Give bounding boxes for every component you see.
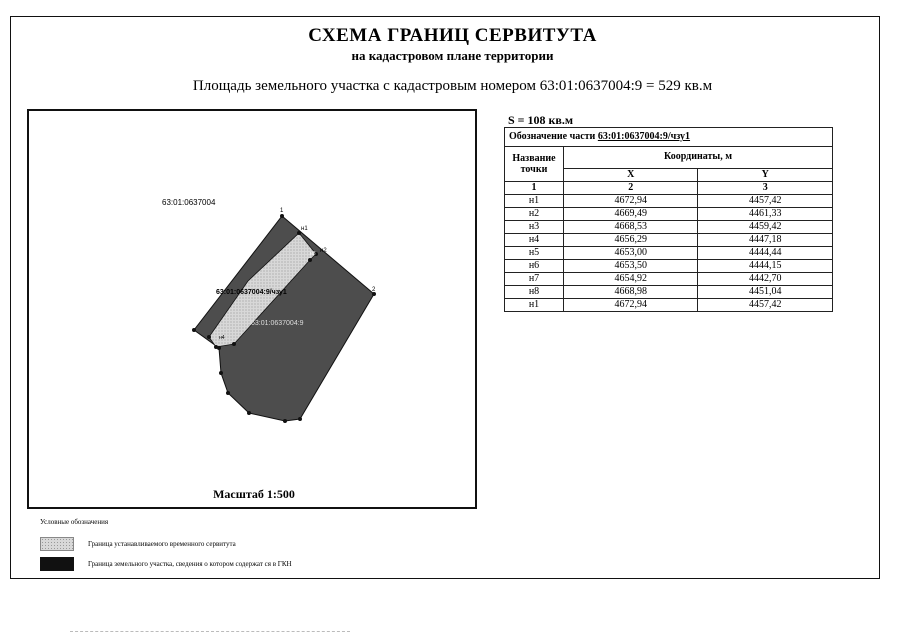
column-number-1: 1	[505, 182, 564, 195]
cell-name: н3	[505, 221, 564, 234]
cell-x: 4668,53	[564, 221, 698, 234]
parcel-label: 63:01:0637004:9	[251, 320, 304, 327]
cell-name: н4	[505, 234, 564, 247]
column-number-2: 2	[564, 182, 698, 195]
cell-y: 4457,42	[698, 299, 833, 312]
quarter-label: 63:01:0637004	[162, 198, 216, 207]
footer-rule	[70, 631, 350, 632]
cell-y: 4457,42	[698, 195, 833, 208]
cell-x: 4672,94	[564, 299, 698, 312]
point-label-1: 1	[280, 208, 284, 214]
cell-x: 4656,29	[564, 234, 698, 247]
legend-parcel-text: Граница земельного участка, сведения о котором содержат ся в ГКН	[88, 560, 292, 568]
document-title: СХЕМА ГРАНИЦ СЕРВИТУТА	[308, 25, 597, 46]
table-row	[505, 195, 833, 208]
cell-y: 4442,70	[698, 273, 833, 286]
cell-name: н6	[505, 260, 564, 273]
cell-y: 4459,42	[698, 221, 833, 234]
point-label-n3: н3	[310, 251, 316, 257]
cell-y: 4451,04	[698, 286, 833, 299]
coordinates-table	[504, 127, 833, 312]
coordinate-rows	[505, 195, 833, 312]
table-row	[505, 260, 833, 273]
cadastral-map-drawing	[29, 111, 474, 506]
column-number-3: 3	[698, 182, 833, 195]
point-label-n2: н2	[320, 248, 327, 254]
cell-name: н8	[505, 286, 564, 299]
legend-servitude-text: Граница устанавливаемого временного сервитута	[88, 540, 236, 548]
cell-y: 4461,33	[698, 208, 833, 221]
servitude-label: 63:01:0637004:9/чзу1	[216, 289, 287, 296]
cell-name: н7	[505, 273, 564, 286]
y-header: Y	[698, 168, 833, 181]
table-row	[505, 247, 833, 260]
table-row	[505, 221, 833, 234]
cell-x: 4654,92	[564, 273, 698, 286]
cell-x: 4672,94	[564, 195, 698, 208]
table-row	[505, 286, 833, 299]
servitude-area-value: S = 108 кв.м	[508, 113, 574, 127]
point-label-n1: н1	[301, 226, 308, 232]
legend-parcel-swatch	[40, 557, 74, 571]
document-subtitle: на кадастровом плане территории	[351, 48, 554, 63]
parcel-area-line: Площадь земельного участка с кадастровым номером 63:01:0637004:9 = 529 кв.м	[192, 78, 713, 94]
designation-cell	[505, 128, 833, 147]
legend-servitude-swatch	[40, 537, 74, 551]
map-scale: Масштаб 1:500	[213, 487, 295, 501]
cell-y: 4444,44	[698, 247, 833, 260]
point-name-header: Название точки	[505, 147, 564, 182]
cell-name: н2	[505, 208, 564, 221]
cell-name: н1	[505, 299, 564, 312]
table-row	[505, 299, 833, 312]
cell-x: 4668,98	[564, 286, 698, 299]
cell-y: 4447,18	[698, 234, 833, 247]
table-row	[505, 208, 833, 221]
cell-y: 4444,15	[698, 260, 833, 273]
point-label-2: 2	[372, 287, 376, 293]
cell-x: 4653,00	[564, 247, 698, 260]
header-row	[505, 147, 833, 169]
coordinates-header: Координаты, м	[564, 147, 833, 169]
cell-x: 4669,49	[564, 208, 698, 221]
cell-name: н1	[505, 195, 564, 208]
point-label-n4: н4	[219, 335, 225, 341]
x-header: X	[564, 168, 698, 181]
table-row	[505, 273, 833, 286]
designation-value: 63:01:0637004:9/чзу1	[597, 131, 691, 142]
table-row	[505, 234, 833, 247]
designation-row	[505, 128, 833, 147]
cell-name: н5	[505, 247, 564, 260]
cell-x: 4653,50	[564, 260, 698, 273]
column-number-row	[505, 182, 833, 195]
designation-prefix: Обозначение части	[509, 131, 596, 142]
legend-title: Условные обозначения	[40, 518, 109, 526]
cadastral-map	[27, 109, 477, 509]
